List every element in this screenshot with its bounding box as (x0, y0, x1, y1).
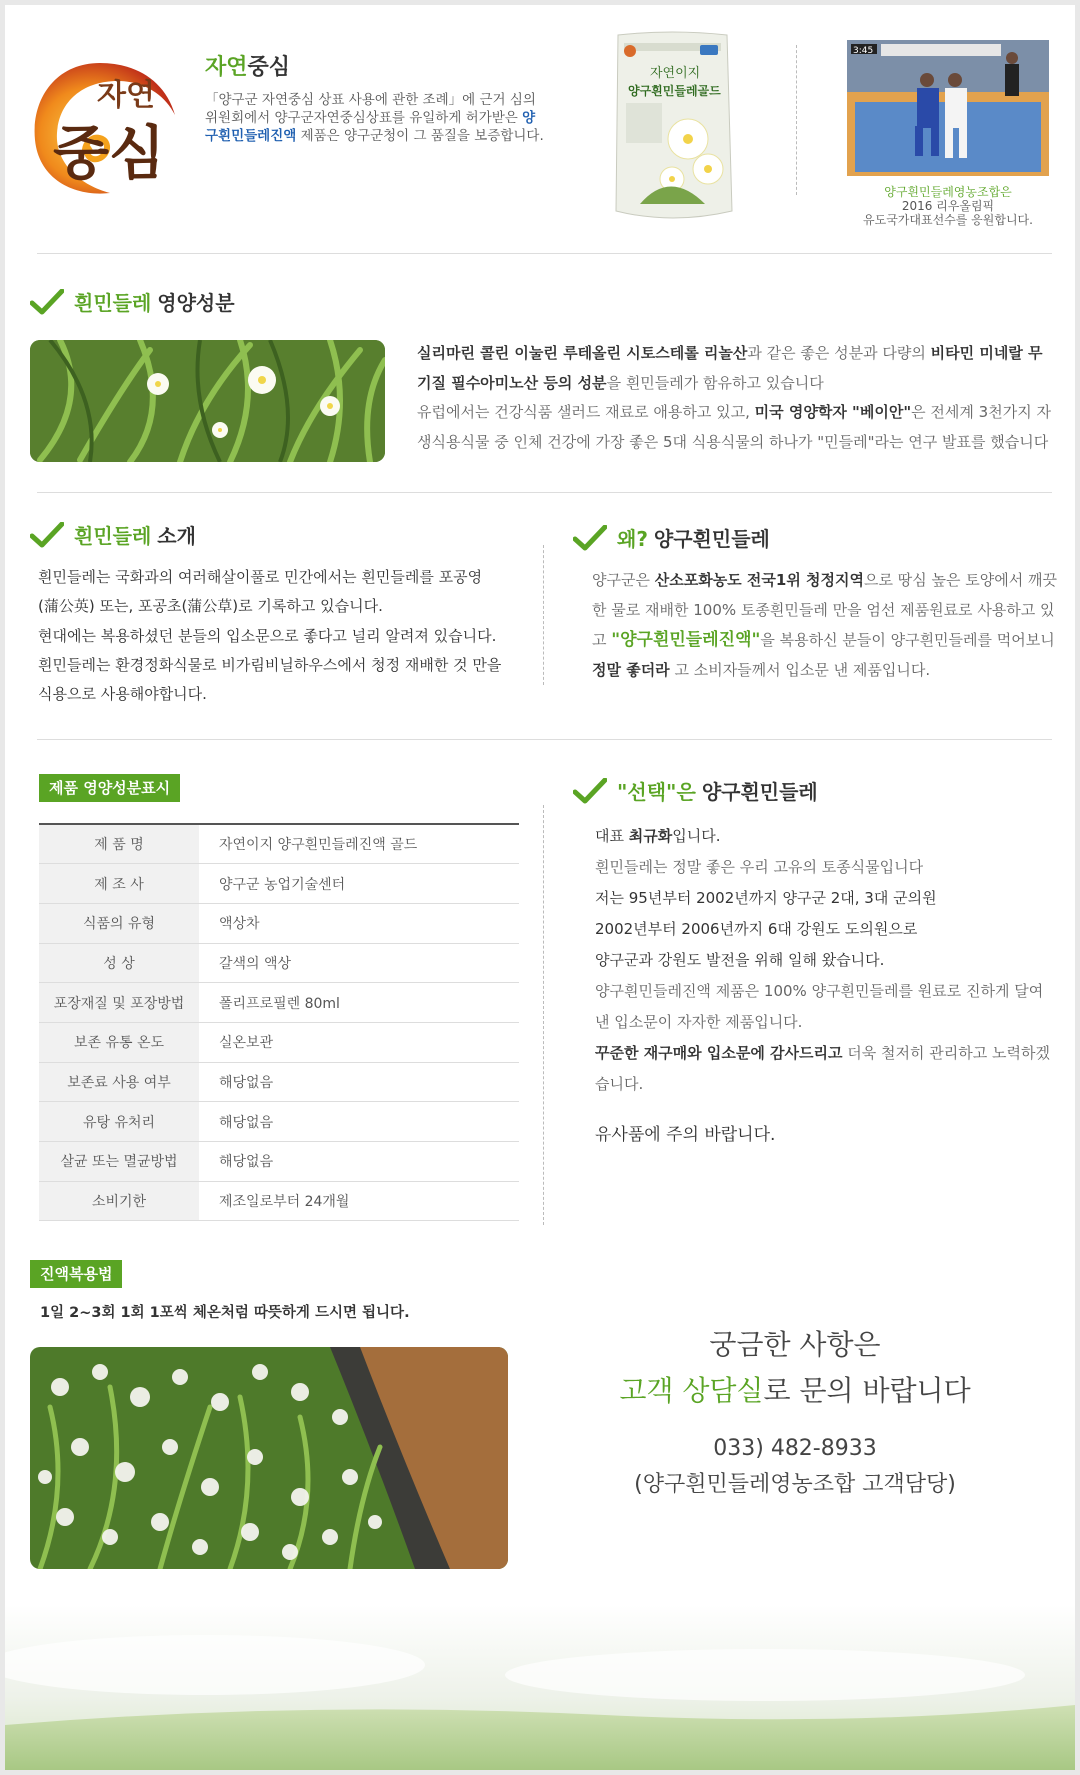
contact-line-2-dark: 로 문의 바랍니다 (763, 1374, 971, 1407)
table-row (39, 1022, 519, 1062)
table-row (39, 983, 519, 1023)
nutrition-p2-b: 미국 영양학자 "베이안" (754, 403, 912, 421)
nutrition-heading-dark: 영양성분 (157, 291, 235, 315)
choice-heading-green: "선택"은 (617, 780, 696, 804)
choice-text (595, 821, 1057, 1151)
nutrition-heading (30, 287, 235, 316)
choice-l1-b: 최규화 (628, 827, 673, 845)
table-key: 성 상 (39, 943, 199, 983)
brand-desc-1: 「양구군 자연중심 상표 사용에 관한 조례」에 근거 심의위원회에서 양구군자연중심상표를 유일하게 허가받은 (205, 92, 536, 126)
table-value: 해당없음 (199, 1142, 519, 1182)
choice-line-6: 양구흰민들레진액 제품은 100% 양구흰민들레를 원료로 진하게 달여낸 입소문이 자자한 제품입니다. (595, 982, 1044, 1031)
judo-caption-line-3: 유도국가대표선수를 응원합니다. (863, 213, 1033, 227)
brand-title-green: 자연 (205, 55, 248, 80)
divider-2 (37, 492, 1052, 493)
judo-photo (847, 40, 1049, 176)
intro-heading-dark: 소개 (157, 524, 196, 548)
table-row (39, 1142, 519, 1182)
table-value: 폴리프로필렌 80ml (199, 983, 519, 1023)
divider-1 (37, 253, 1052, 254)
table-tag: 제품 영양성분표시 (39, 774, 180, 802)
table-value: 제조일로부터 24개월 (199, 1181, 519, 1221)
table-row (39, 824, 519, 864)
pouch-name: 양구흰민들레골드 (628, 84, 721, 98)
table-row (39, 1062, 519, 1102)
contact-block (585, 1323, 1005, 1503)
intro-line: 흰민들레는 환경정화식물로 비가림비닐하우스에서 청정 재배한 것 만을 (38, 655, 502, 674)
intro-line: (蒲公英) 또는, 포공초(蒲公草)로 기록하고 있습니다. (38, 597, 383, 616)
nutrition-paragraph-2 (417, 398, 1055, 457)
choice-heading-dark: 양구흰민들레 (701, 780, 818, 804)
usage-tag: 진액복용법 (30, 1260, 122, 1288)
table-value: 해당없음 (199, 1102, 519, 1142)
table-value: 자연이지 양구흰민들레진액 골드 (199, 824, 519, 864)
table-row (39, 943, 519, 983)
judo-screen-time: 3:45 (853, 46, 874, 56)
why-heading (573, 523, 770, 552)
choice-line-4: 2002년부터 2006년까지 6대 강원도 도의원으로 (595, 920, 918, 938)
table-key: 보존료 사용 여부 (39, 1062, 199, 1102)
pouch-brand: 자연이지 (650, 66, 701, 81)
contact-line-2-green: 고객 상담실 (619, 1374, 764, 1407)
table-key: 보존 유통 온도 (39, 1022, 199, 1062)
choice-heading (573, 776, 818, 805)
choice-l7-b: 더욱 철저히 관리하고 노력하겠습니다. (595, 1044, 1050, 1093)
nutrition-p1-a: 실리마린 콜린 이눌린 루테올린 시토스테롤 리놀산 (417, 344, 748, 362)
dandelion-field-photo (30, 1347, 508, 1569)
table-value: 해당없음 (199, 1062, 519, 1102)
table-row (39, 864, 519, 904)
brand-desc-2: 제품은 양구군청이 그 품질을 보증합니다. (296, 128, 544, 144)
brand-title (205, 50, 290, 81)
choice-line-8: 유사품에 주의 바랍니다. (595, 1125, 776, 1145)
why-t6: 정말 좋더라 (592, 661, 670, 679)
table-value: 양구군 농업기술센터 (199, 864, 519, 904)
brand-title-dark: 중심 (247, 55, 291, 80)
dandelion-leaves-photo (30, 340, 385, 462)
sky-field-background (5, 1605, 1075, 1770)
nutrition-text (417, 339, 1055, 457)
divider-3 (37, 739, 1052, 740)
intro-heading-green: 흰민들레 (74, 524, 152, 548)
brand-description (205, 91, 545, 145)
why-t3: 으로 땅심 높은 토양에서 깨끗한 물로 재배한 100% 토종흰민들레 만을 엄선 제품원료로 사용하고 있고 (592, 571, 1057, 649)
contact-line-2 (585, 1367, 1005, 1415)
intro-line: 식용으로 사용해야합니다. (38, 685, 207, 704)
why-t2: 산소포화농도 전국1위 청정지역 (654, 571, 864, 589)
page-frame (5, 5, 1075, 1770)
choice-line-7 (595, 1038, 1057, 1100)
choice-line-2: 흰민들레는 정말 좋은 우리 고유의 토종식물입니다 (595, 858, 924, 876)
usage-text: 1일 2~3회 1회 1포씩 체온처럼 따뜻하게 드시면 됩니다. (40, 1305, 410, 1321)
contact-phone[interactable]: 033) 482-8933 (713, 1436, 877, 1461)
choice-l7-a: 꾸준한 재구매와 입소문에 감사드리고 (595, 1044, 843, 1062)
nutrition-p1-b: 과 같은 좋은 성분과 다량의 (747, 344, 931, 362)
brand-logo (25, 45, 195, 205)
product-pouch-image (610, 29, 735, 224)
nutrition-p2-c: 은 전세계 3천가지 자생식용식물 중 인체 건강에 가장 좋은 5대 식용식물의 하나가 "민들레"라는 연구 발표를 했습니다 (417, 403, 1051, 451)
table-value: 실온보관 (199, 1022, 519, 1062)
logo-text-1: 자연 (97, 78, 155, 113)
intro-line: 흰민들레는 국화과의 여러해살이풀로 민간에서는 흰민들레를 포공영 (38, 568, 483, 586)
nutrition-p1-d: 을 흰민들레가 함유하고 있습니다 (606, 373, 824, 392)
table-key: 식품의 유형 (39, 903, 199, 943)
brand-desc-highlight: 양구흰민들레진액 (205, 110, 536, 144)
judo-caption (847, 185, 1049, 227)
table-row (39, 1181, 519, 1221)
table-key: 제 조 사 (39, 864, 199, 904)
nutrition-table (39, 823, 519, 1221)
check-icon (30, 522, 64, 548)
table-row (39, 1102, 519, 1142)
table-key: 소비기한 (39, 1181, 199, 1221)
intro-heading (30, 520, 196, 549)
why-text (592, 565, 1057, 685)
nutrition-p2-a: 유럽에서는 건강식품 샐러드 재료로 애용하고 있고, (417, 403, 755, 421)
why-t7: 고 소비자들께서 입소문 낸 제품입니다. (669, 661, 931, 679)
check-icon (573, 525, 607, 551)
header-divider (796, 45, 797, 195)
choice-line-3: 저는 95년부터 2002년까지 양구군 2대, 3대 군의원 (595, 889, 937, 907)
judo-caption-line-2: 2016 리우올림픽 (901, 199, 995, 213)
intro-text (38, 563, 538, 709)
choice-line-1 (595, 821, 1057, 852)
table-key: 유탕 유처리 (39, 1102, 199, 1142)
table-key: 포장재질 및 포장방법 (39, 983, 199, 1023)
why-t1: 양구군은 (592, 571, 655, 589)
middle-divider-2 (543, 805, 544, 1225)
middle-divider-1 (543, 545, 544, 685)
intro-line: 현대에는 복용하셨던 분들의 입소문으로 좋다고 널리 알려져 있습니다. (38, 626, 497, 645)
nutrition-heading-green: 흰민들레 (74, 291, 152, 315)
check-icon (30, 289, 64, 315)
choice-l1-c: 입니다. (672, 827, 721, 845)
table-key: 제 품 명 (39, 824, 199, 864)
why-t4: "양구흰민들레진액" (611, 630, 761, 650)
check-icon (573, 778, 607, 804)
choice-l1-a: 대표 (595, 827, 629, 845)
nutrition-p1-c: 비타민 미네랄 무기질 필수아미노산 등의 성분 (417, 344, 1043, 392)
table-key: 살균 또는 멸균방법 (39, 1142, 199, 1182)
choice-line-5: 양구군과 강원도 발전을 위해 일해 왔습니다. (595, 951, 885, 969)
contact-line-1: 궁금한 사항은 (709, 1328, 881, 1361)
why-heading-green: 왜? (617, 527, 648, 551)
table-value: 갈색의 액상 (199, 943, 519, 983)
nutrition-paragraph-1 (417, 339, 1055, 398)
table-row (39, 903, 519, 943)
table-value: 액상차 (199, 903, 519, 943)
contact-org: (양구흰민들레영농조합 고객담당) (634, 1472, 956, 1497)
why-t5: 을 복용하신 분들이 양구흰민들레를 먹어보니 (760, 631, 1055, 649)
why-heading-dark: 양구흰민들레 (653, 527, 770, 551)
judo-caption-line-1: 양구흰민들레영농조합은 (884, 185, 1012, 199)
logo-text-2: 중심 (53, 119, 166, 187)
